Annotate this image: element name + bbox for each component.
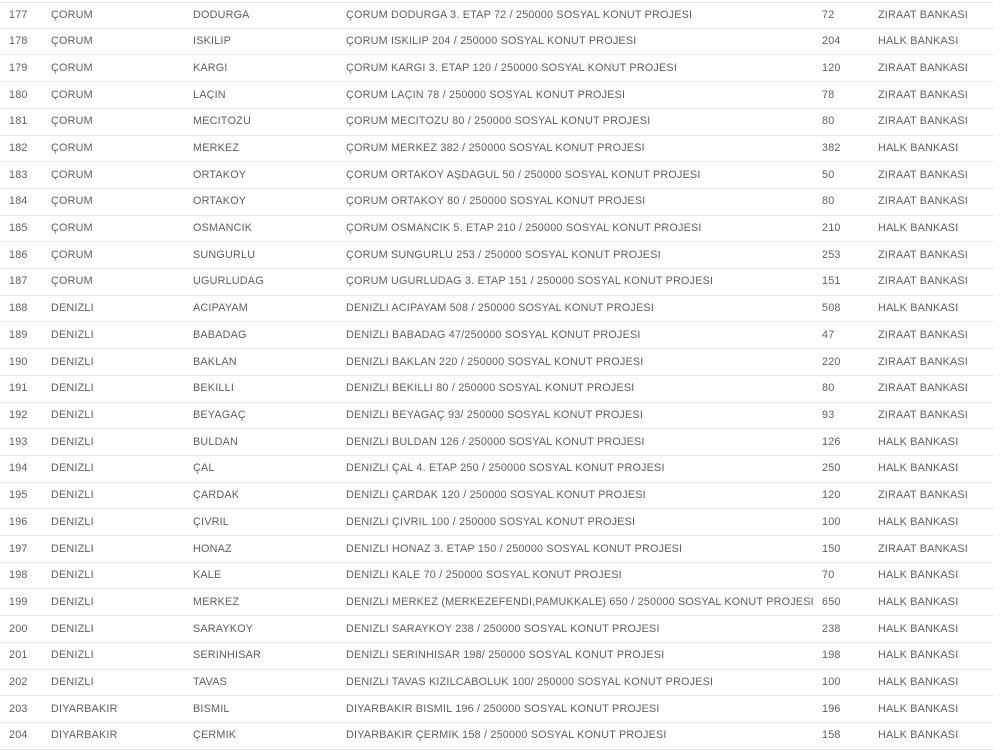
table-row[interactable]	[0, 189, 993, 216]
province-cell: ÇORUM	[51, 249, 93, 261]
district-cell: ACIPAYAM	[193, 303, 248, 314]
province-cell: DENİZLİ	[51, 650, 94, 662]
district-cell: TAVAS	[193, 677, 227, 688]
bank-cell: HALK BANKASI	[878, 463, 959, 475]
district-cell: ÇERMİK	[193, 730, 237, 742]
project-name-cell: DENİZLİ BEYAĞAÇ 93/ 250000 SOSYAL KONUT PROJESİ	[346, 410, 644, 421]
bank-cell: ZİRAAT BANKASI	[878, 62, 968, 74]
province-cell: DENİZLİ	[51, 623, 94, 635]
row-number-cell: 195	[9, 490, 28, 501]
unit-count-cell: 508	[822, 303, 841, 314]
bank-cell: HALK BANKASI	[878, 570, 959, 582]
table-row[interactable]	[0, 509, 993, 536]
row-number-cell: 203	[9, 703, 28, 715]
table-row[interactable]	[0, 616, 993, 643]
project-name-cell: DENİZLİ SERİNHİSAR 198/ 250000 SOSYAL KONUT PROJESİ	[346, 650, 665, 662]
district-cell: ÇAL	[193, 463, 215, 475]
table-row[interactable]	[0, 349, 993, 376]
row-number-cell: 182	[9, 142, 28, 154]
row-number-cell: 199	[9, 596, 28, 608]
project-name-cell: DENİZLİ ACIPAYAM 508 / 250000 SOSYAL KONUT PROJESİ	[346, 303, 655, 314]
unit-count-cell: 238	[822, 623, 841, 635]
project-name-cell: ÇORUM ORTAKÖY 80 / 250000 SOSYAL KONUT PROJESİ	[346, 196, 646, 208]
district-cell: BAKLAN	[193, 356, 237, 368]
bank-cell: ZİRAAT BANKASI	[878, 116, 968, 128]
bank-cell: HALK BANKASI	[878, 142, 959, 154]
project-name-cell: ÇORUM OSMANCIK 5. ETAP 210 / 250000 SOSYAL KONUT PROJESİ	[346, 223, 702, 234]
district-cell: MECİTÖZÜ	[193, 116, 251, 128]
bank-cell: ZİRAAT BANKASI	[878, 383, 968, 395]
province-cell: DENİZLİ	[51, 463, 94, 475]
province-cell: ÇORUM	[51, 36, 93, 47]
unit-count-cell: 100	[822, 677, 841, 688]
province-cell: ÇORUM	[51, 116, 93, 128]
district-cell: SARAYKÖY	[193, 623, 254, 635]
province-cell: ÇORUM	[51, 142, 93, 154]
district-cell: DODURGA	[193, 9, 250, 21]
project-name-cell: ÇORUM KARGI 3. ETAP 120 / 250000 SOSYAL KONUT PROJESİ	[346, 62, 678, 74]
bank-cell: ZİRAAT BANKASI	[878, 276, 968, 288]
unit-count-cell: 120	[822, 62, 841, 74]
district-cell: KARGI	[193, 62, 228, 74]
unit-count-cell: 126	[822, 436, 841, 448]
district-cell: BEKİLLİ	[193, 383, 235, 395]
district-cell: BULDAN	[193, 436, 238, 448]
row-number-cell: 181	[9, 116, 28, 128]
unit-count-cell: 196	[822, 703, 841, 715]
district-cell: BİSMİL	[193, 703, 230, 715]
table-row[interactable]	[0, 296, 993, 323]
province-cell: DENİZLİ	[51, 436, 94, 448]
unit-count-cell: 50	[822, 169, 835, 181]
province-cell: DENİZLİ	[51, 490, 94, 501]
unit-count-cell: 80	[822, 116, 835, 128]
bank-cell: ZİRAAT BANKASI	[878, 329, 968, 341]
project-name-cell: DENİZLİ HONAZ 3. ETAP 150 / 250000 SOSYAL KONUT PROJESİ	[346, 543, 683, 555]
project-name-cell: DENİZLİ ÇİVRİL 100 / 250000 SOSYAL KONUT PROJESİ	[346, 516, 636, 528]
district-cell: OSMANCIK	[193, 223, 253, 234]
row-number-cell: 191	[9, 383, 28, 395]
project-name-cell: ÇORUM MERKEZ 382 / 250000 SOSYAL KONUT PROJESİ	[346, 142, 645, 154]
table-row[interactable]	[0, 429, 993, 456]
unit-count-cell: 78	[822, 89, 835, 101]
unit-count-cell: 210	[822, 223, 841, 234]
project-name-cell: DENİZLİ ÇARDAK 120 / 250000 SOSYAL KONUT PROJESİ	[346, 490, 646, 501]
unit-count-cell: 70	[822, 570, 835, 582]
district-cell: MERKEZ	[193, 142, 240, 154]
district-cell: SERİNHİSAR	[193, 650, 261, 662]
province-cell: ÇORUM	[51, 223, 93, 234]
unit-count-cell: 382	[822, 142, 841, 154]
bank-cell: HALK BANKASI	[878, 223, 959, 234]
province-cell: DENİZLİ	[51, 383, 94, 395]
unit-count-cell: 198	[822, 650, 841, 662]
project-name-cell: ÇORUM MECİTÖZÜ 80 / 250000 SOSYAL KONUT PROJESİ	[346, 116, 651, 128]
project-name-cell: DENİZLİ BAKLAN 220 / 250000 SOSYAL KONUT PROJESİ	[346, 356, 644, 368]
district-cell: KALE	[193, 570, 222, 582]
row-number-cell: 188	[9, 303, 28, 314]
unit-count-cell: 150	[822, 543, 841, 555]
district-cell: BEYAĞAÇ	[193, 410, 246, 421]
project-name-cell: ÇORUM DODURGA 3. ETAP 72 / 250000 SOSYAL KONUT PROJESİ	[346, 9, 693, 21]
row-number-cell: 185	[9, 223, 28, 234]
province-cell: DENİZLİ	[51, 543, 94, 555]
row-number-cell: 189	[9, 329, 28, 341]
district-cell: UĞURLUDAĞ	[193, 276, 264, 288]
table-row[interactable]	[0, 536, 993, 563]
table-row[interactable]	[0, 723, 993, 750]
table-row[interactable]	[0, 456, 993, 483]
bank-cell: HALK BANKASI	[878, 730, 959, 742]
province-cell: DENİZLİ	[51, 410, 94, 421]
table-row[interactable]	[0, 269, 993, 296]
district-cell: SUNGURLU	[193, 249, 256, 261]
row-number-cell: 178	[9, 36, 28, 47]
district-cell: İSKİLİP	[193, 36, 232, 47]
table-row[interactable]	[0, 109, 993, 136]
bank-cell: HALK BANKASI	[878, 516, 959, 528]
project-name-cell: DENİZLİ KALE 70 / 250000 SOSYAL KONUT PROJESİ	[346, 570, 622, 582]
table-row[interactable]	[0, 670, 993, 697]
bank-cell: HALK BANKASI	[878, 436, 959, 448]
district-cell: LAÇİN	[193, 89, 226, 101]
unit-count-cell: 120	[822, 490, 841, 501]
project-name-cell: DENİZLİ MERKEZ (MERKEZEFENDİ,PAMUKKALE) 650 / 250000 SOSYAL KONUT PROJESİ	[346, 596, 814, 608]
bank-cell: ZİRAAT BANKASI	[878, 249, 968, 261]
project-name-cell: DENİZLİ ÇAL 4. ETAP 250 / 250000 SOSYAL KONUT PROJESİ	[346, 463, 665, 475]
province-cell: DENİZLİ	[51, 356, 94, 368]
district-cell: BABADAĞ	[193, 329, 247, 341]
bank-cell: ZİRAAT BANKASI	[878, 410, 968, 421]
unit-count-cell: 250	[822, 463, 841, 475]
district-cell: ÇARDAK	[193, 490, 240, 501]
row-number-cell: 198	[9, 570, 28, 582]
table-row[interactable]	[0, 82, 993, 109]
row-number-cell: 193	[9, 436, 28, 448]
district-cell: ÇİVRİL	[193, 516, 229, 528]
table-row[interactable]	[0, 696, 993, 723]
bank-cell: ZİRAAT BANKASI	[878, 356, 968, 368]
project-name-cell: DENİZLİ BULDAN 126 / 250000 SOSYAL KONUT PROJESİ	[346, 436, 645, 448]
province-cell: ÇORUM	[51, 9, 93, 21]
table-row[interactable]	[0, 2, 993, 29]
row-number-cell: 194	[9, 463, 28, 475]
row-number-cell: 200	[9, 623, 28, 635]
project-name-cell: DENİZLİ TAVAS KIZILCABÖLÜK 100/ 250000 SOSYAL KONUT PROJESİ	[346, 677, 714, 688]
project-name-cell: DENİZLİ BEKİLLİ 80 / 250000 SOSYAL KONUT PROJESİ	[346, 383, 635, 395]
project-name-cell: ÇORUM ORTAKÖY AŞDAĞUL 50 / 250000 SOSYAL KONUT PROJESİ	[346, 169, 701, 181]
row-number-cell: 190	[9, 356, 28, 368]
unit-count-cell: 47	[822, 329, 835, 341]
province-cell: DENİZLİ	[51, 303, 94, 314]
province-cell: DENİZLİ	[51, 329, 94, 341]
row-number-cell: 202	[9, 677, 28, 688]
bank-cell: ZİRAAT BANKASI	[878, 490, 968, 501]
unit-count-cell: 72	[822, 9, 835, 21]
province-cell: DENİZLİ	[51, 570, 94, 582]
table-row[interactable]	[0, 643, 993, 670]
bank-cell: HALK BANKASI	[878, 596, 959, 608]
table-row[interactable]	[0, 136, 993, 163]
bank-cell: HALK BANKASI	[878, 623, 959, 635]
row-number-cell: 197	[9, 543, 28, 555]
bank-cell: ZİRAAT BANKASI	[878, 196, 968, 208]
table-row[interactable]	[0, 29, 993, 56]
row-number-cell: 204	[9, 730, 28, 742]
district-cell: HONAZ	[193, 543, 232, 555]
project-name-cell: DENİZLİ SARAYKÖY 238 / 250000 SOSYAL KONUT PROJESİ	[346, 623, 660, 635]
province-cell: ÇORUM	[51, 169, 93, 181]
unit-count-cell: 151	[822, 276, 841, 288]
bank-cell: HALK BANKASI	[878, 650, 959, 662]
project-name-cell: DENİZLİ BABADAĞ 47/250000 SOSYAL KONUT PROJESİ	[346, 329, 641, 341]
unit-count-cell: 204	[822, 36, 841, 47]
unit-count-cell: 80	[822, 196, 835, 208]
unit-count-cell: 650	[822, 596, 841, 608]
project-name-cell: ÇORUM LAÇİN 78 / 250000 SOSYAL KONUT PROJESİ	[346, 89, 626, 101]
row-number-cell: 192	[9, 410, 28, 421]
bank-cell: ZİRAAT BANKASI	[878, 543, 968, 555]
bank-cell: ZİRAAT BANKASI	[878, 9, 968, 21]
table-row[interactable]	[0, 322, 993, 349]
bank-cell: ZİRAAT BANKASI	[878, 89, 968, 101]
unit-count-cell: 220	[822, 356, 841, 368]
province-cell: DİYARBAKIR	[51, 730, 118, 742]
row-number-cell: 180	[9, 89, 28, 101]
row-number-cell: 201	[9, 650, 28, 662]
project-name-cell: ÇORUM UĞURLUDAĞ 3. ETAP 151 / 250000 SOSYAL KONUT PROJESİ	[346, 276, 714, 288]
row-number-cell: 187	[9, 276, 28, 288]
province-cell: DENİZLİ	[51, 677, 94, 688]
district-cell: MERKEZ	[193, 596, 240, 608]
province-cell: DENİZLİ	[51, 516, 94, 528]
province-cell: ÇORUM	[51, 196, 93, 208]
table-row[interactable]	[0, 563, 993, 590]
bank-cell: HALK BANKASI	[878, 36, 959, 47]
province-cell: ÇORUM	[51, 89, 93, 101]
province-cell: DİYARBAKIR	[51, 703, 118, 715]
table-row[interactable]	[0, 403, 993, 430]
table-row[interactable]	[0, 589, 993, 616]
unit-count-cell: 93	[822, 410, 835, 421]
unit-count-cell: 100	[822, 516, 841, 528]
project-name-cell: ÇORUM SUNGURLU 253 / 250000 SOSYAL KONUT PROJESİ	[346, 249, 661, 261]
row-number-cell: 196	[9, 516, 28, 528]
row-number-cell: 186	[9, 249, 28, 261]
unit-count-cell: 80	[822, 383, 835, 395]
bank-cell: HALK BANKASI	[878, 677, 959, 688]
table-row[interactable]	[0, 162, 993, 189]
unit-count-cell: 253	[822, 249, 841, 261]
row-number-cell: 179	[9, 62, 28, 74]
table-row[interactable]	[0, 55, 993, 82]
bank-cell: HALK BANKASI	[878, 703, 959, 715]
province-cell: DENİZLİ	[51, 596, 94, 608]
bank-cell: HALK BANKASI	[878, 303, 959, 314]
district-cell: ORTAKÖY	[193, 169, 247, 181]
table-row[interactable]	[0, 376, 993, 403]
table-row[interactable]	[0, 483, 993, 510]
bank-cell: ZİRAAT BANKASI	[878, 169, 968, 181]
table-row[interactable]	[0, 242, 993, 269]
province-cell: ÇORUM	[51, 276, 93, 288]
row-number-cell: 183	[9, 169, 28, 181]
unit-count-cell: 158	[822, 730, 841, 742]
project-name-cell: DİYARBAKIR ÇERMİK 158 / 250000 SOSYAL KONUT PROJESİ	[346, 730, 667, 742]
project-name-cell: DİYARBAKIR BİSMİL 196 / 250000 SOSYAL KONUT PROJESİ	[346, 703, 660, 715]
project-name-cell: ÇORUM İSKİLİP 204 / 250000 SOSYAL KONUT PROJESİ	[346, 36, 637, 47]
table-row[interactable]	[0, 216, 993, 243]
row-number-cell: 177	[9, 9, 28, 21]
district-cell: ORTAKÖY	[193, 196, 247, 208]
row-number-cell: 184	[9, 196, 28, 208]
province-cell: ÇORUM	[51, 62, 93, 74]
